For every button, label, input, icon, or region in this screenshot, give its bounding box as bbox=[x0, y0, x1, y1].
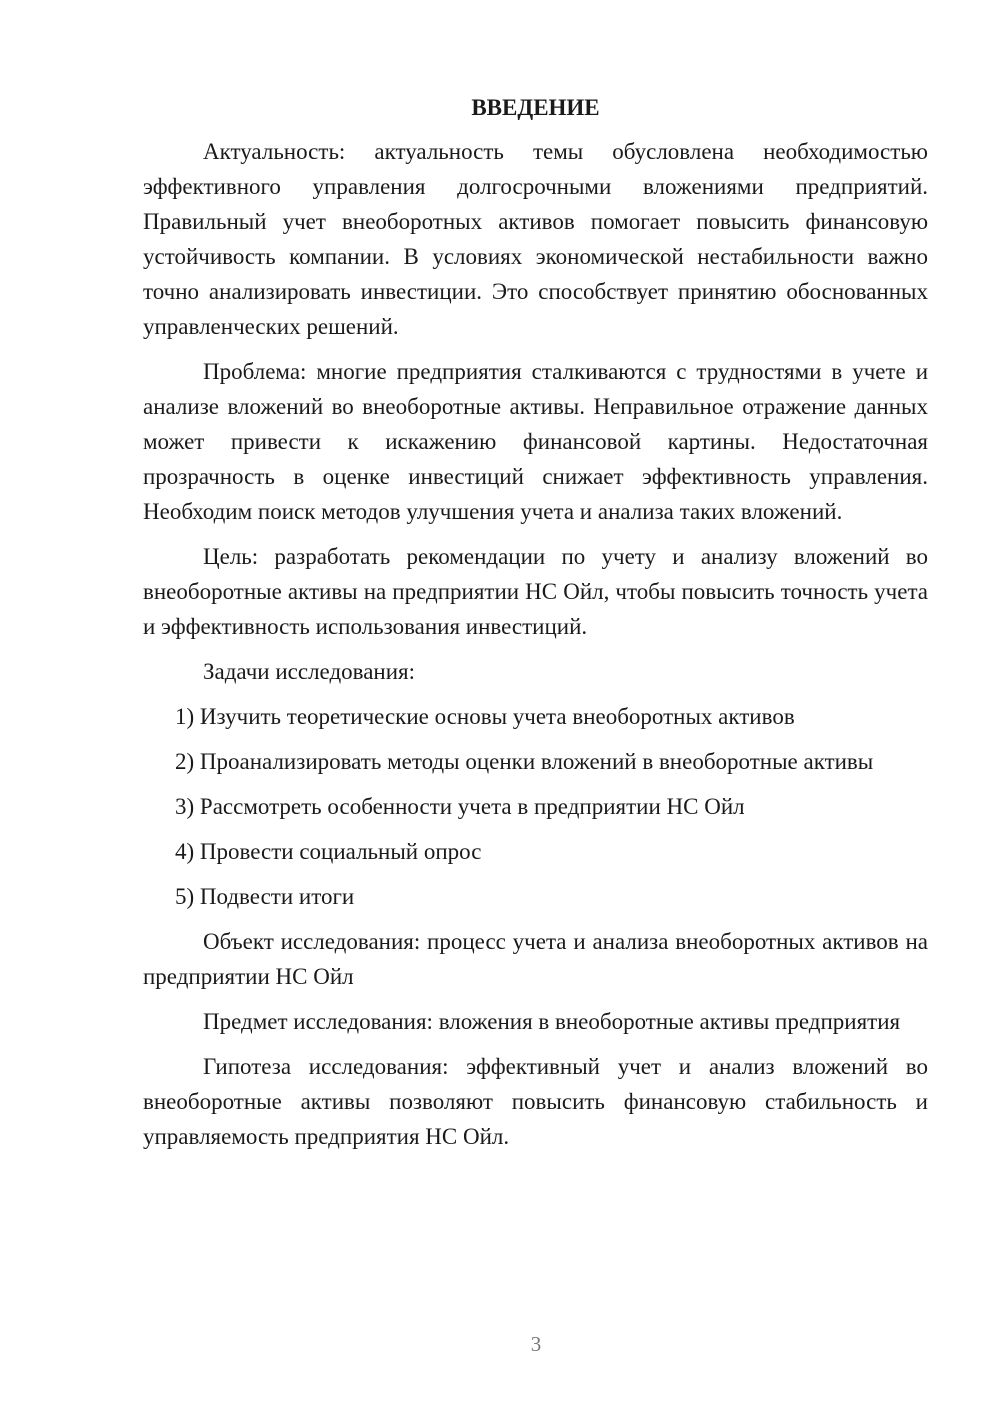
goal-paragraph: Цель: разработать рекомендации по учету и анализу вложений во внеоборотные активы на предприятии НС Ойл, чтобы повысить точность учета и эффективность использования инвестиций. bbox=[143, 544, 928, 639]
subject-paragraph: Предмет исследования: вложения в внеоборотные активы предприятия bbox=[203, 1009, 901, 1034]
hypothesis-paragraph: Гипотеза исследования: эффективный учет и анализ вложений во внеоборотные активы позволяют повысить финансовую стабильность и управляемость предприятия НС Ойл. bbox=[143, 1054, 928, 1149]
document-body bbox=[143, 92, 928, 1164]
task-item: 5) Подвести итоги bbox=[175, 884, 355, 909]
task-item: 4) Провести социальный опрос bbox=[175, 839, 482, 864]
section-title: ВВЕДЕНИЕ bbox=[471, 95, 600, 120]
page-number: 3 bbox=[530, 1332, 542, 1356]
relevance-paragraph: Актуальность: актуальность темы обусловлена необходимостью эффективного управления долгосрочными вложениями предприятий. Правильный учет внеоборотных активов помогает повысить финансовую устойчивость компании. В условиях экономической нестабильности важно точно анализировать инвестиции. Это способствует принятию обоснованных управленческих решений. bbox=[143, 139, 928, 339]
problem-paragraph: Проблема: многие предприятия сталкиваются с трудностями в учете и анализе вложений во внеоборотные активы. Неправильное отражение данных может привести к искажению финансовой картины. Недостаточная прозрачность в оценке инвестиций снижает эффективность управления. Необходим поиск методов улучшения учета и анализа таких вложений. bbox=[143, 359, 928, 524]
task-item: 2) Проанализировать методы оценки вложений в внеоборотные активы bbox=[175, 749, 874, 774]
tasks-heading: Задачи исследования: bbox=[203, 659, 416, 684]
task-item: 1) Изучить теоретические основы учета внеоборотных активов bbox=[175, 704, 795, 729]
task-item: 3) Рассмотреть особенности учета в предприятии НС Ойл bbox=[175, 794, 745, 819]
object-paragraph: Объект исследования: процесс учета и анализа внеоборотных активов на предприятии НС Ойл bbox=[143, 929, 928, 989]
